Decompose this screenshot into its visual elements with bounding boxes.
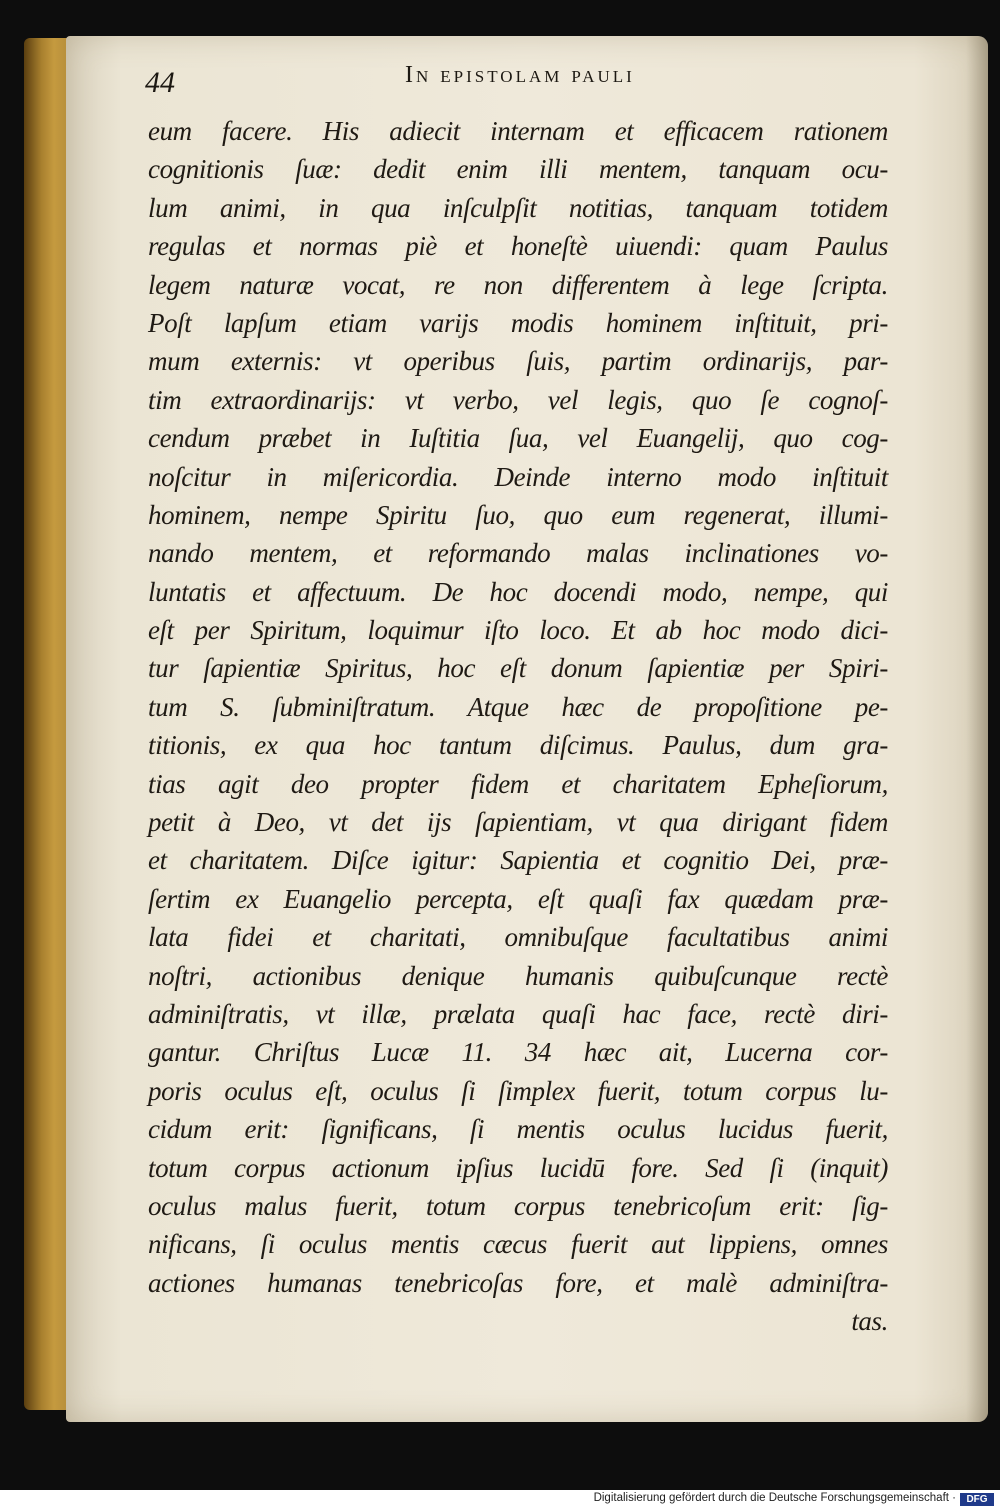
footer-bar bbox=[0, 1490, 1000, 1510]
text-line: tim extraordinarijs: vt verbo, vel legis, quo ſe cognoſ- bbox=[148, 384, 888, 415]
text-line: eſt per Spiritum, loquimur iſto loco. Et ab hoc modo dici- bbox=[148, 615, 888, 646]
text-line: titionis, ex qua hoc tantum diſcimus. Paulus, dum gra- bbox=[148, 730, 888, 761]
text-line: actiones humanas tenebricoſas fore, et malè adminiſtra- bbox=[148, 1267, 888, 1298]
text-line: Poſt lapſum etiam varijs modis hominem inſtituit, pri- bbox=[148, 307, 888, 338]
text-line: luntatis et affectuum. De hoc docendi modo, nempe, qui bbox=[148, 576, 888, 607]
text-line: nando mentem, et reformando malas inclinationes vo- bbox=[148, 538, 888, 569]
text-line: tas. bbox=[851, 1306, 888, 1337]
text-line: tias agit deo propter fidem et charitatem Epheſiorum, bbox=[148, 768, 888, 799]
page-shadow bbox=[966, 36, 988, 1422]
dfg-logo-icon[interactable]: DFG bbox=[960, 1493, 994, 1506]
text-line: poris oculus eſt, oculus ſi ſimplex fuerit, totum corpus lu- bbox=[148, 1075, 888, 1106]
text-line: ſertim ex Euangelio percepta, eſt quaſi fax quædam præ- bbox=[148, 883, 888, 914]
text-line: cendum præbet in Iuſtitia ſua, vel Euangelij, quo cog- bbox=[148, 423, 888, 454]
text-line: totum corpus actionum ipſius lucidū fore. Sed ſi (inquit) bbox=[148, 1152, 888, 1183]
text-line: adminiſtratis, vt illæ, prælata quaſi hac face, rectè diri- bbox=[148, 998, 888, 1029]
text-line: tum S. ſubminiſtratum. Atque hæc de propoſitione pe- bbox=[148, 691, 888, 722]
text-line: noſcitur in miſericordia. Deinde interno modo inſtituit bbox=[148, 461, 888, 492]
funding-credit[interactable]: Digitalisierung gefördert durch die Deutsche Forschungsgemeinschaft · bbox=[593, 1492, 956, 1504]
text-line: regulas et normas piè et honeſtè uiuendi: quam Paulus bbox=[148, 231, 888, 262]
text-line: noſtri, actionibus denique humanis quibuſcunque rectè bbox=[148, 960, 888, 991]
text-line: gantur. Chriſtus Lucæ 11. 34 hæc ait, Lucerna cor- bbox=[148, 1037, 888, 1068]
text-line: cidum erit: ſignificans, ſi mentis oculus lucidus fuerit, bbox=[148, 1114, 888, 1145]
text-line: mum externis: vt operibus ſuis, partim ordinarijs, par- bbox=[148, 346, 888, 377]
text-line: hominem, nempe Spiritu ſuo, quo eum regenerat, illumi- bbox=[148, 499, 888, 530]
text-line: lata fidei et charitati, omnibuſque facultatibus animi bbox=[148, 922, 888, 953]
text-line: tur ſapientiæ Spiritus, hoc eſt donum ſapientiæ per Spiri- bbox=[148, 653, 888, 684]
text-line: et charitatem. Diſce igitur: Sapientia et cognitio Dei, præ- bbox=[148, 845, 888, 876]
running-head: In epistolam pauli bbox=[405, 62, 635, 88]
text-line: cognitionis ſuæ: dedit enim illi mentem, tanquam ocu- bbox=[148, 154, 888, 185]
text-line: oculus malus fuerit, totum corpus tenebricoſum erit: ſig- bbox=[148, 1190, 888, 1221]
text-block bbox=[148, 112, 888, 1341]
text-line: lum animi, in qua inſculpſit notitias, tanquam totidem bbox=[148, 192, 888, 223]
page-number: 44 bbox=[145, 66, 175, 99]
text-line: nificans, ſi oculus mentis cæcus fuerit aut lippiens, omnes bbox=[148, 1229, 888, 1260]
text-line: petit à Deo, vt det ijs ſapientiam, vt qua dirigant fidem bbox=[148, 807, 888, 838]
text-line: legem naturæ vocat, re non differentem à lege ſcripta. bbox=[148, 269, 888, 300]
text-line: eum facere. His adiecit internam et efficacem rationem bbox=[148, 116, 888, 146]
